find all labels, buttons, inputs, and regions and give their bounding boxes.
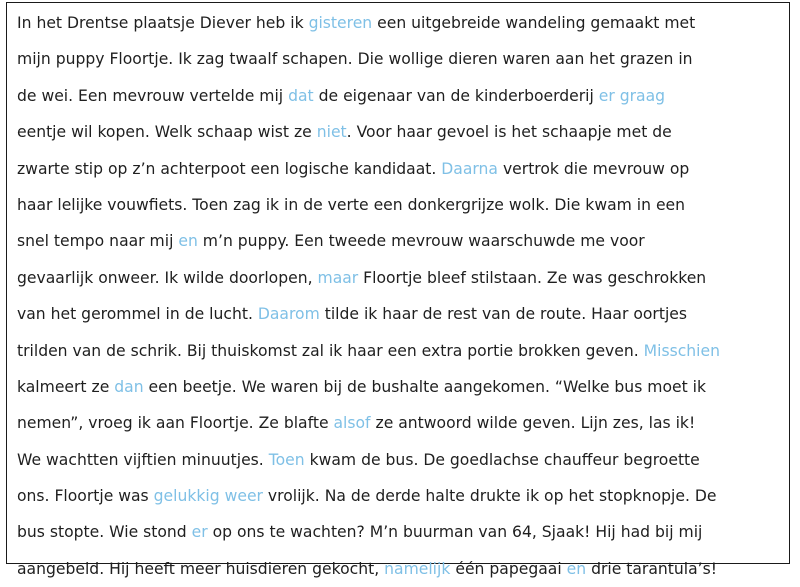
highlighted-word: er	[191, 523, 208, 542]
text-run: snel tempo naar mij	[17, 232, 179, 251]
text-run: eentje wil kopen. Welk schaap wist ze	[17, 123, 317, 142]
text-run: kwam de bus. De goedlachse chauffeur begroette	[304, 450, 700, 469]
highlighted-word: er graag	[598, 86, 666, 105]
text-line	[17, 296, 783, 332]
text-run: ons. Floortje was	[17, 487, 154, 506]
text-run: de wei. Een mevrouw vertelde mij	[17, 86, 289, 105]
highlighted-word: en	[178, 232, 198, 251]
text-line	[17, 5, 783, 41]
text-run: In het Drentse plaatsje Diever heb ik	[17, 14, 309, 32]
text-run: één papegaai	[450, 559, 567, 578]
text-line	[17, 478, 783, 514]
highlighted-word: en	[566, 559, 587, 578]
text-run: mijn puppy Floortje. Ik zag twaalf schapen. Die wollige dieren waren aan het grazen in	[17, 50, 693, 69]
text-run: drie tarantula’s!	[586, 559, 717, 578]
text-line	[17, 114, 783, 150]
text-line	[17, 405, 783, 441]
text-line	[17, 41, 783, 77]
text-run: ze antwoord wilde geven. Lijn zes, las ik!	[370, 414, 696, 433]
text-run: aangebeld. Hij heeft meer huisdieren gekocht,	[17, 559, 385, 578]
text-line	[17, 442, 783, 478]
highlighted-word: alsof	[333, 414, 371, 433]
highlighted-word: Toen	[268, 450, 305, 469]
text-line	[17, 260, 783, 296]
highlighted-word: gisteren	[308, 14, 373, 32]
highlighted-word: Daarna	[441, 159, 498, 178]
text-run: haar lelijke vouwfiets. Toen zag ik in de verte een donkergrijze wolk. Die kwam in een	[17, 195, 686, 214]
text-run: bus stopte. Wie stond	[17, 523, 192, 542]
highlighted-word: dan	[114, 377, 144, 396]
text-run: m’n puppy. Een tweede mevrouw waarschuwde me voor	[197, 232, 645, 251]
text-run: vertrok die mevrouw op	[498, 159, 690, 178]
text-run: trilden van de schrik. Bij thuiskomst zal ik haar een extra portie brokken geven.	[17, 341, 644, 360]
highlighted-word: Misschien	[643, 341, 720, 360]
text-line	[17, 187, 783, 223]
highlighted-word: namelijk	[384, 559, 451, 578]
text-run: een beetje. We waren bij de bushalte aangekomen. “Welke bus moet ik	[143, 377, 707, 396]
text-run: gevaarlijk onweer. Ik wilde doorlopen,	[17, 268, 318, 287]
text-line	[17, 78, 783, 114]
text-run: zwarte stip op z’n achterpoot een logische kandidaat.	[17, 159, 442, 178]
text-run: Floortje bleef stilstaan. Ze was geschrokken	[358, 268, 707, 287]
highlighted-word: gelukkig weer	[153, 487, 263, 506]
text-line	[17, 223, 783, 259]
highlighted-word: niet	[316, 123, 347, 142]
text-box	[6, 2, 790, 578]
text-run: op ons te wachten? M’n buurman van 64, Sjaak! Hij had bij mij	[207, 523, 703, 542]
highlighted-word: Daarom	[257, 305, 320, 324]
text-line	[17, 151, 783, 187]
highlighted-word: dat	[288, 86, 314, 105]
text-line	[17, 333, 783, 369]
text-run: een uitgebreide wandeling gemaakt met	[372, 14, 696, 32]
text-run: de eigenaar van de kinderboerderij	[313, 86, 599, 105]
text-line	[17, 514, 783, 550]
story-text	[17, 5, 783, 587]
text-line	[17, 551, 783, 587]
text-run: We wachtten vijftien minuutjes.	[17, 450, 269, 469]
text-run: nemen”, vroeg ik aan Floortje. Ze blafte	[17, 414, 334, 433]
text-run: tilde ik haar de rest van de route. Haar oortjes	[319, 305, 688, 324]
highlighted-word: maar	[317, 268, 359, 287]
text-run: vrolijk. Na de derde halte drukte ik op het stopknopje. De	[262, 487, 717, 506]
text-run: kalmeert ze	[17, 377, 115, 396]
text-run: van het gerommel in de lucht.	[17, 305, 258, 324]
text-line	[17, 369, 783, 405]
text-run: . Voor haar gevoel is het schaapje met de	[346, 123, 672, 142]
